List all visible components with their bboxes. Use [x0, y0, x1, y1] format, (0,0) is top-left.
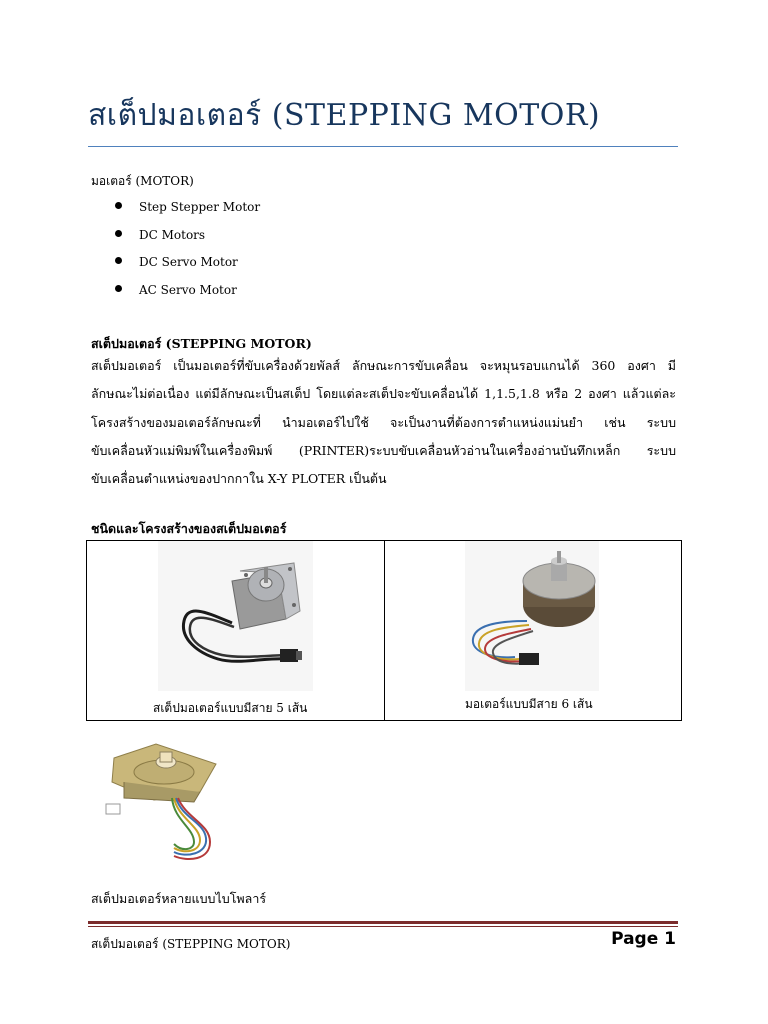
caption-6wire: มอเตอร์แบบมีสาย 6 เส้น — [465, 697, 593, 711]
caption-5wire: สเต็ปมอเตอร์แบบมีสาย 5 เส้น — [153, 701, 308, 715]
description-paragraph — [91, 352, 676, 493]
paragraph-line: โครงสร้างของมอเตอร์ลักษณะที่ นำมอเตอร์ไปใช้ จะเป็นงานที่ต้องการตำแหน่งแม่นยำ เช่น ระบบ — [91, 414, 676, 430]
paragraph-line: ขับเคลื่อนหัวแม่พิมพ์ในเครื่องพิมพ์ (PRINTER)ระบบขับเคลื่อนหัวอ่านในเครื่องอ่านบันทึกเหล็ก ระบบ — [91, 442, 676, 458]
stepper-5wire-photo — [158, 541, 313, 691]
bipolar-stepper-photo — [104, 738, 224, 878]
section-heading: สเต็ปมอเตอร์ (STEPPING MOTOR) — [91, 336, 312, 351]
title-divider — [88, 146, 678, 147]
list-item: DC Servo Motor — [112, 254, 260, 282]
bullet-icon — [115, 202, 122, 209]
bullet-icon — [115, 285, 122, 292]
page-title: สเต็ปมอเตอร์ (STEPPING MOTOR) — [88, 98, 601, 133]
table-divider — [384, 541, 385, 720]
list-item: Step Stepper Motor — [112, 199, 260, 227]
page-number: Page 1 — [611, 929, 676, 949]
paragraph-line: สเต็ปมอเตอร์ เป็นมอเตอร์ที่ขับเครื่องด้วยพัลส์ ลักษณะการขับเคลื่อน จะหมุนรอบแกนได้ 360 องศา มี — [91, 358, 676, 373]
footer-divider — [88, 921, 678, 924]
footer-divider-thin — [88, 926, 678, 927]
bullet-icon — [115, 257, 122, 264]
paragraph-line: ขับเคลื่อนตำแหน่งของปากกาใน X-Y PLOTER เป็นต้น — [91, 471, 387, 487]
bullet-icon — [115, 230, 122, 237]
motor-6wire-photo — [465, 541, 599, 691]
motor-type-list — [112, 199, 260, 309]
paragraph-line: ลักษณะไม่ต่อเนื่อง แต่มีลักษณะเป็นสเต็ป โดยแต่ละสเต็ปจะขับเคลื่อนได้ 1,1.5,1.8 หรือ 2 องศา แล้วแต่ละ — [91, 386, 676, 402]
motor-heading: มอเตอร์ (MOTOR) — [91, 174, 194, 188]
list-item: DC Motors — [112, 227, 260, 255]
types-heading: ชนิดและโครงสร้างของสเต็ปมอเตอร์ — [91, 521, 287, 536]
caption-bipolar: สเต็ปมอเตอร์หลายแบบไบโพลาร์ — [91, 891, 267, 906]
motor-image-table — [86, 540, 682, 721]
footer-title: สเต็ปมอเตอร์ (STEPPING MOTOR) — [91, 937, 291, 951]
list-item: AC Servo Motor — [112, 282, 260, 310]
